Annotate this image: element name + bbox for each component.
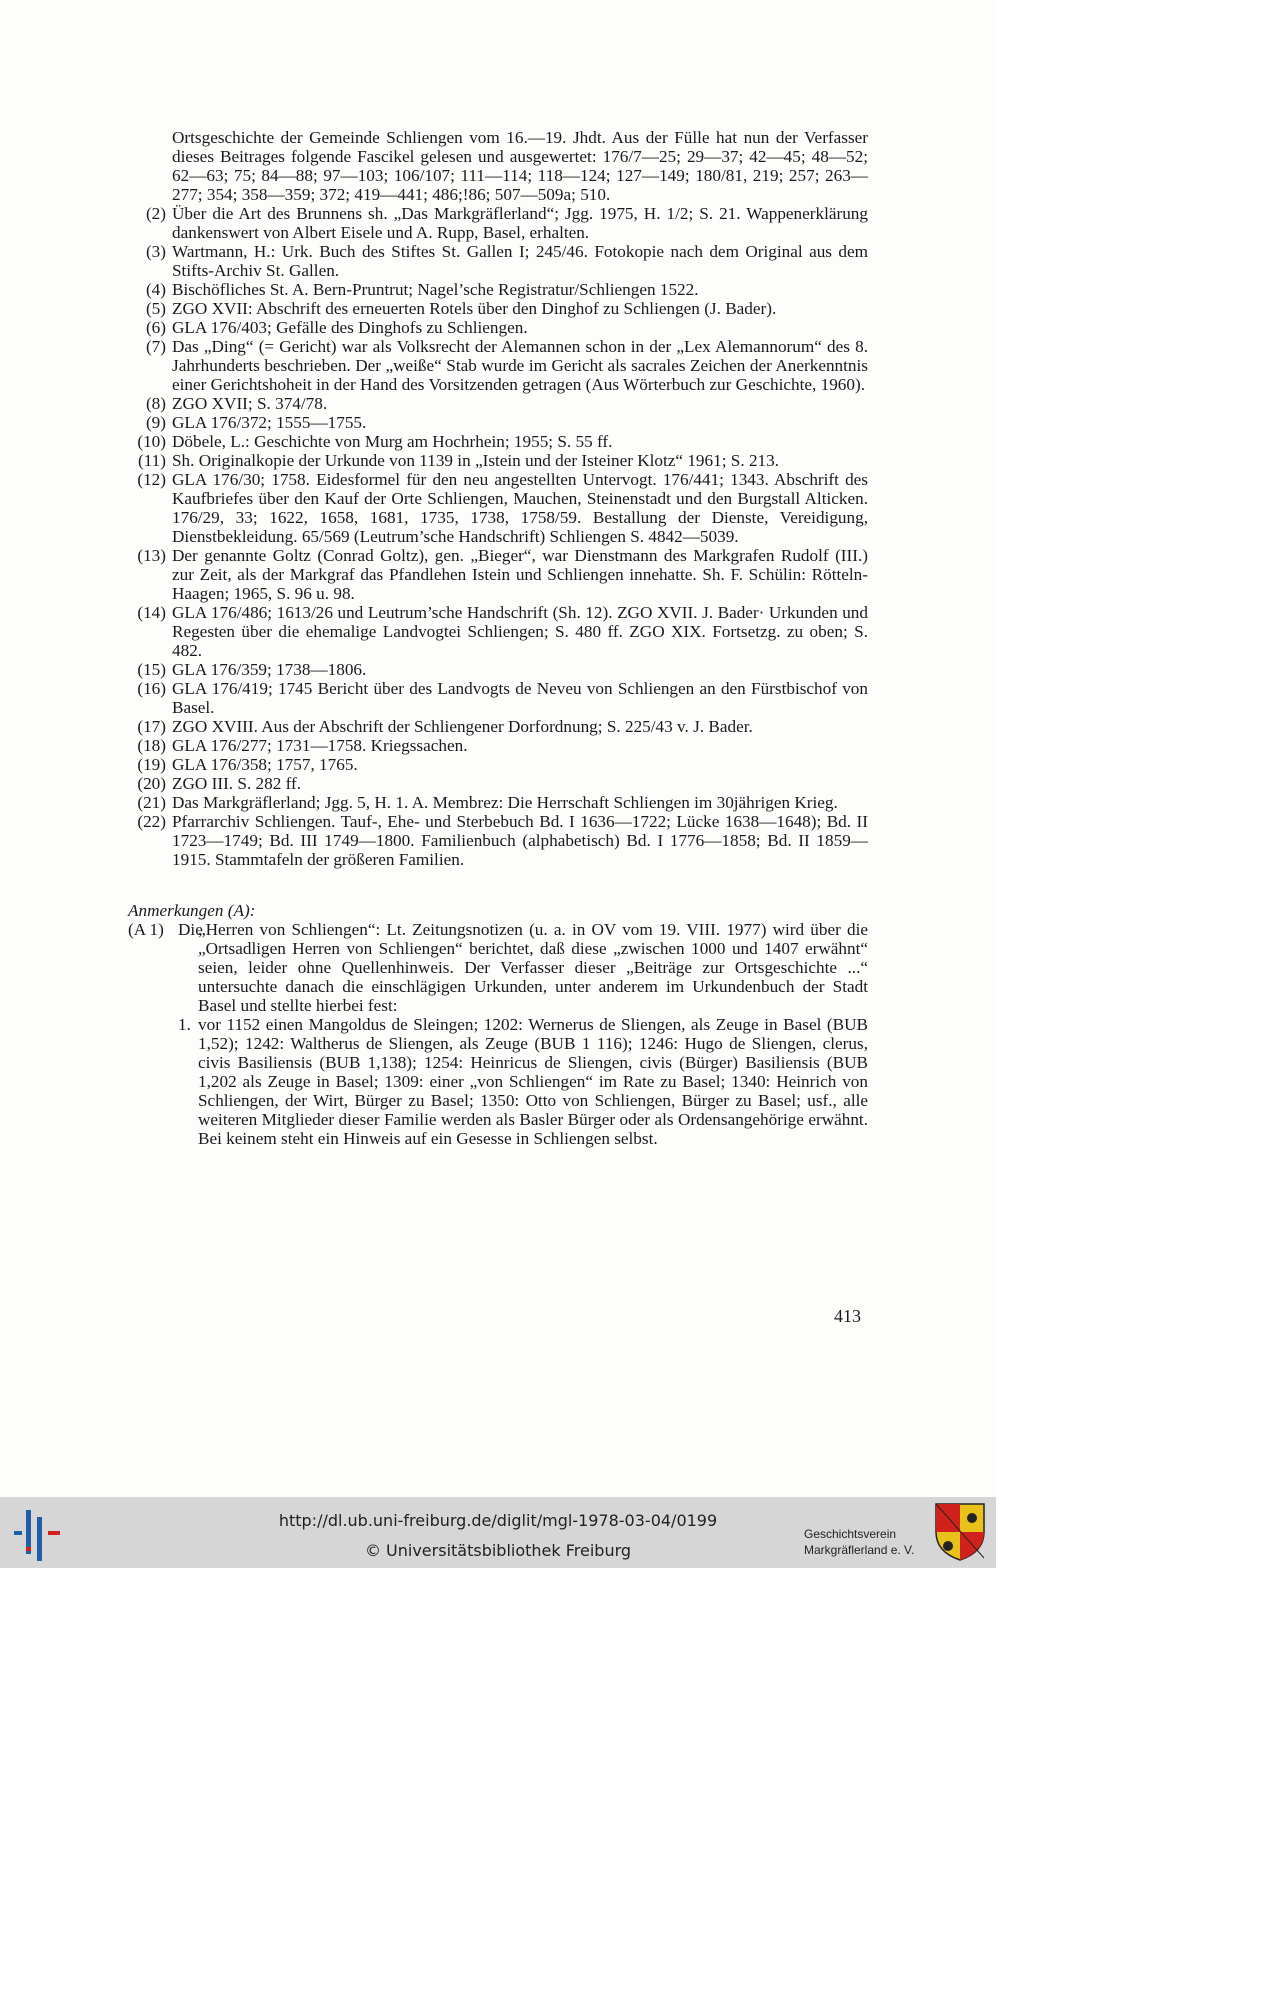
footnote-text: GLA 176/30; 1758. Eidesformel für den neu angestellten Untervogt. 176/441; 1343. Abschrift des Kaufbriefes über den Kauf der Orte Schliengen, Mauchen, Steinenstadt und den Burgstall Alticken. 176/29, 33; 1622, 1658, 1681, 1735, 1738, 1758/59. Bestallung der Dienste, Vereidigung, Dienstbekleidung. 65/569 (Leutrum’sche Handschrift) Schliengen S. 4842—5039. (172, 470, 868, 546)
footnote-text: Pfarrarchiv Schliengen. Tauf-, Ehe- und Sterbebuch Bd. I 1636—1722; Lücke 1638—1648); Bd. II 1723—1749; Bd. III 1749—1800. Familienbuch (alphabetisch) Bd. I 1776—1858; Bd. II 1859—1915. Stammtafeln der größeren Familien. (172, 812, 868, 869)
footnote-11 (138, 451, 868, 470)
footnote-text: Das „Ding“ (= Gericht) war als Volksrecht der Alemannen schon in der „Lex Alemannorum“ des 8. Jahrhunderts beschrieben. Der „weiße“ Stab wurde im Gericht als sacrales Zeichen der Anerkenntnis einer Gerichtshoheit in der Hand des Vorsitzenden getragen (Aus Wörterbuch zur Geschichte, 1960). (172, 337, 868, 394)
page-number: 413 (834, 1306, 861, 1326)
society-name (804, 1526, 914, 1558)
intro-paragraph: Ortsgeschichte der Gemeinde Schliengen vom 16.—19. Jhdt. Aus der Fülle hat nun der Verfasser dieses Beitrages folgende Fascikel gelesen und ausgewertet: 176/7—25; 29—37; 42—45; 48—52; 62—63; 75; 84—88; 97—103; 106/107; 111—114; 118—124; 127—149; 180/81, 219; 257; 263—277; 354; 358—359; 372; 419—441; 486;!86; 507—509a; 510. (172, 128, 868, 204)
footnote-12 (137, 470, 868, 546)
footnote-text: GLA 176/419; 1745 Bericht über des Landvogts de Neveu von Schliengen an den Fürstbischof von Basel. (172, 679, 868, 717)
footnote-text: ZGO XVII; S. 374/78. (172, 394, 328, 413)
footer-bar (0, 1497, 996, 1568)
footnote-text: Bischöfliches St. A. Bern-Pruntrut; Nagel’sche Registratur/Schliengen 1522. (172, 280, 699, 299)
footnote-8 (145, 394, 868, 413)
footnote-number: (12) (137, 470, 166, 489)
footnote-10 (137, 432, 868, 451)
footnote-text: GLA 176/403; Gefälle des Dinghofs zu Schliengen. (172, 318, 528, 337)
footnote-text: Döbele, L.: Geschichte von Murg am Hochrhein; 1955; S. 55 ff. (172, 432, 613, 451)
item-text: vor 1152 einen Mangoldus de Sleingen; 1202: Wernerus de Sliengen, als Zeuge in Basel (BUB 1,52); 1242: Waltherus de Sliengen, als Zeuge (BUB 1 116); 1246: Hugo de Sliengen, clerus, civis Basiliensis (BUB 1,138); 1254: Heinricus de Sliengen, civis (Bürger) Basiliensis (BUB 1,202 als Zeuge in Basel; 1309: einer „von Schliengen“ im Rate zu Basel; 1340: Heinrich von Schliengen, der Wirt, Bürger zu Basel; 1350: Otto von Schliengen, Bürger zu Basel; usf., alle weiteren Mitglieder dieser Familie werden als Basler Bürger oder als Ordensangehörige erwähnt. Bei keinem steht ein Hinweis auf ein Gesesse in Schliengen selbst. (198, 1015, 868, 1148)
footnote-5 (145, 299, 868, 318)
footnote-text: ZGO XVIII. Aus der Abschrift der Schliengener Dorfordnung; S. 225/43 v. J. Bader. (172, 717, 753, 736)
footnote-text: ZGO III. S. 282 ff. (172, 774, 302, 793)
footnote-number: (9) (145, 413, 166, 432)
footnote-text: GLA 176/359; 1738—1806. (172, 660, 367, 679)
footnote-text: GLA 176/486; 1613/26 und Leutrum’sche Handschrift (Sh. 12). ZGO XVII. J. Bader· Urkunden und Regesten über die ehemalige Landvogtei Schliengen; S. 480 ff. ZGO XIX. Fortsetzg. zu oben; S. 482. (172, 603, 868, 660)
annotation-a1-item-1 (178, 1015, 868, 1148)
footnote-text: Der genannte Goltz (Conrad Goltz), gen. „Bieger“, war Dienstmann des Markgrafen Rudolf (III.) zur Zeit, als der Markgraf das Pfandlehen Istein und Schliengen innehatte. Sh. F. Schülin: Rötteln-Haagen; 1965, S. 96 u. 98. (172, 546, 868, 603)
footnote-text: Über die Art des Brunnens sh. „Das Markgräflerland“; Jgg. 1975, H. 1/2; S. 21. Wappenerklärung dankenswert von Albert Eisele und A. Rupp, Basel, erhalten. (172, 204, 868, 242)
footnote-number: (8) (145, 394, 166, 413)
footnote-16 (137, 679, 868, 717)
footnote-text: Das Markgräflerland; Jgg. 5, H. 1. A. Membrez: Die Herrschaft Schliengen im 30jährigen Krieg. (172, 793, 838, 812)
footnote-13 (137, 546, 868, 603)
annotation-number: (A 1) (128, 920, 164, 939)
footnote-number: (19) (137, 755, 166, 774)
annotations-heading: Anmerkungen (A): (128, 901, 256, 920)
footnote-text: Sh. Originalkopie der Urkunde von 1139 in „Istein und der Isteiner Klotz“ 1961; S. 213. (172, 451, 780, 470)
footnote-22 (137, 812, 868, 869)
annotation-first-word: Die (178, 920, 203, 939)
footnote-number: (16) (137, 679, 166, 698)
footnote-19 (137, 755, 868, 774)
footnote-number: (7) (145, 337, 166, 356)
footnote-number: (6) (145, 318, 166, 337)
footnote-9 (145, 413, 868, 432)
footnote-6 (145, 318, 868, 337)
footnote-7 (145, 337, 868, 394)
footnote-number: (10) (137, 432, 166, 451)
footnote-14 (137, 603, 868, 660)
footnote-number: (2) (145, 204, 166, 223)
annotation-a1 (128, 920, 868, 1015)
society-line-1: Geschichtsverein (804, 1527, 897, 1541)
footnote-3 (145, 242, 868, 280)
footnote-21 (137, 793, 868, 812)
coat-of-arms-icon (934, 1502, 986, 1562)
footnote-4 (145, 280, 868, 299)
footnote-text: ZGO XVII: Abschrift des erneuerten Rotels über den Dinghof zu Schliengen (J. Bader). (172, 299, 777, 318)
footnote-number: (17) (137, 717, 166, 736)
item-number: 1. (178, 1015, 191, 1034)
footnote-text: Wartmann, H.: Urk. Buch des Stiftes St. Gallen I; 245/46. Fotokopie nach dem Original aus dem Stifts-Archiv St. Gallen. (172, 242, 868, 280)
footnote-number: (11) (138, 451, 166, 470)
footnote-text: GLA 176/277; 1731—1758. Kriegssachen. (172, 736, 468, 755)
footnote-number: (4) (145, 280, 166, 299)
footnote-2 (145, 204, 868, 242)
source-url-link[interactable]: http://dl.ub.uni-freiburg.de/diglit/mgl-1978-03-04/0199 (278, 1511, 718, 1530)
footnote-number: (18) (137, 736, 166, 755)
footnote-number: (15) (137, 660, 166, 679)
annotation-text: „Herren von Schliengen“: Lt. Zeitungsnotizen (u. a. in OV vom 19. VIII. 1977) wird über die „Ortsadligen Herren von Schliengen“ berichtet, daß diese „zwischen 1000 und 1407 erwähnt“ seien, leider ohne Quellenhinweis. Der Verfasser dieser „Beiträge zur Ortsgeschichte ...“ untersuchte danach die einschlägigen Urkunden, unter anderem im Urkundenbuch der Stadt Basel und stellte hierbei fest: (198, 920, 868, 1015)
footnote-number: (13) (137, 546, 166, 565)
footnote-17 (137, 717, 868, 736)
copyright-text: © Universitätsbibliothek Freiburg (364, 1541, 632, 1560)
footnote-number: (3) (145, 242, 166, 261)
footnote-number: (22) (137, 812, 166, 831)
footnote-18 (137, 736, 868, 755)
footnote-number: (5) (145, 299, 166, 318)
footnote-text: GLA 176/358; 1757, 1765. (172, 755, 358, 774)
footnotes-text (0, 128, 996, 1148)
footnote-number: (21) (137, 793, 166, 812)
society-line-2: Markgräflerland e. V. (804, 1543, 915, 1557)
footnote-number: (14) (137, 603, 166, 622)
footnote-text: GLA 176/372; 1555—1755. (172, 413, 367, 432)
footnote-number: (20) (137, 774, 166, 793)
footnote-15 (137, 660, 868, 679)
footnote-20 (137, 774, 868, 793)
